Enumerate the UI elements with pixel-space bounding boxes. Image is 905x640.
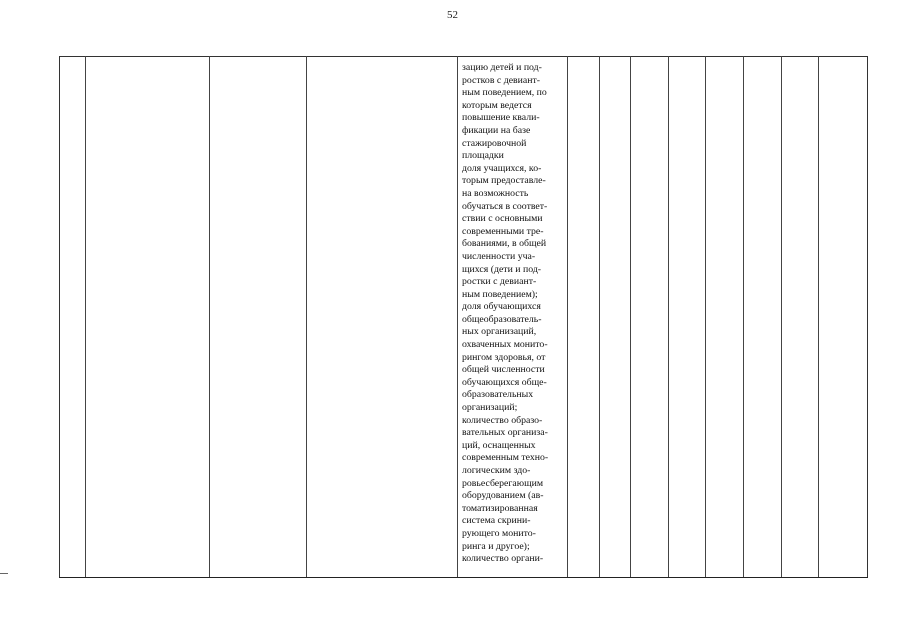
cell-text-line: ций, оснащенных — [462, 439, 536, 451]
page-number: 52 — [447, 9, 458, 21]
column-divider — [457, 56, 458, 577]
cell-text-line: торым предоставле- — [462, 175, 546, 187]
column-divider — [306, 56, 307, 577]
cell-text-line: доля обучающихся — [462, 301, 541, 313]
cell-text-line: рингом здоровья, от — [462, 351, 546, 363]
cell-text-line: охваченных монито- — [462, 339, 548, 351]
cell-text-line: ных организаций, — [462, 326, 537, 338]
cell-text-line: логическим здо- — [462, 465, 531, 476]
margin-mark — [0, 573, 8, 574]
cell-text-line: площадки — [462, 150, 504, 162]
cell-text-line: численности уча- — [462, 250, 536, 262]
cell-text-line: ным поведением, по — [462, 87, 547, 99]
cell-text-line: общей численности — [462, 364, 545, 376]
table-right-border — [867, 56, 868, 577]
cell-text-line: ным поведением); — [462, 288, 538, 300]
cell-text-line: фикации на базе — [462, 124, 531, 136]
cell-text-line: вательных организа- — [462, 427, 548, 439]
column-divider — [85, 56, 86, 577]
cell-text-line: повышение квали- — [462, 112, 540, 124]
cell-text-line: доля учащихся, ко- — [462, 162, 542, 174]
cell-text-line: количество образо- — [462, 414, 543, 426]
cell-text-line: ростки с девиант- — [462, 276, 537, 288]
indicator-cell — [462, 62, 564, 566]
table-left-border — [59, 56, 60, 577]
column-divider — [630, 56, 631, 577]
cell-text-line: современными тре- — [462, 225, 544, 237]
column-divider — [705, 56, 706, 577]
cell-text-line: которым ведется — [462, 99, 532, 111]
cell-text-line: обучающихся обще- — [462, 376, 547, 388]
cell-text-line: ринга и другое); — [462, 540, 530, 552]
cell-text-line: общеобразователь- — [462, 313, 542, 325]
cell-text-line: количество органи- — [462, 553, 544, 565]
cell-text-line: обучаться в соответ- — [462, 200, 548, 212]
cell-text-line: оборудованием (ав- — [462, 490, 544, 502]
cell-text-line: бованиями, в общей — [462, 238, 547, 250]
column-divider — [599, 56, 600, 577]
cell-text-line: томатизированная — [462, 502, 538, 514]
cell-text-line: зацию детей и под- — [462, 62, 542, 73]
cell-text-line: стажировочной — [462, 137, 527, 149]
column-divider — [818, 56, 819, 577]
cell-text-line: современным техно- — [462, 452, 549, 464]
cell-text-line: образовательных — [462, 389, 534, 401]
column-divider — [209, 56, 210, 577]
cell-text-line: система скрини- — [462, 515, 531, 527]
cell-text-line: щихся (дети и под- — [462, 263, 542, 275]
column-divider — [567, 56, 568, 577]
column-divider — [781, 56, 782, 577]
cell-text-line: ствии с основными — [462, 213, 543, 225]
cell-text-line: ровьесберегающим — [462, 477, 544, 489]
cell-text-line: на возможность — [462, 187, 529, 199]
cell-text-line: организаций; — [462, 402, 518, 414]
column-divider — [743, 56, 744, 577]
cell-text-line: рующего монито- — [462, 527, 536, 539]
column-divider — [668, 56, 669, 577]
cell-text-line: ростков с девиант- — [462, 74, 541, 86]
